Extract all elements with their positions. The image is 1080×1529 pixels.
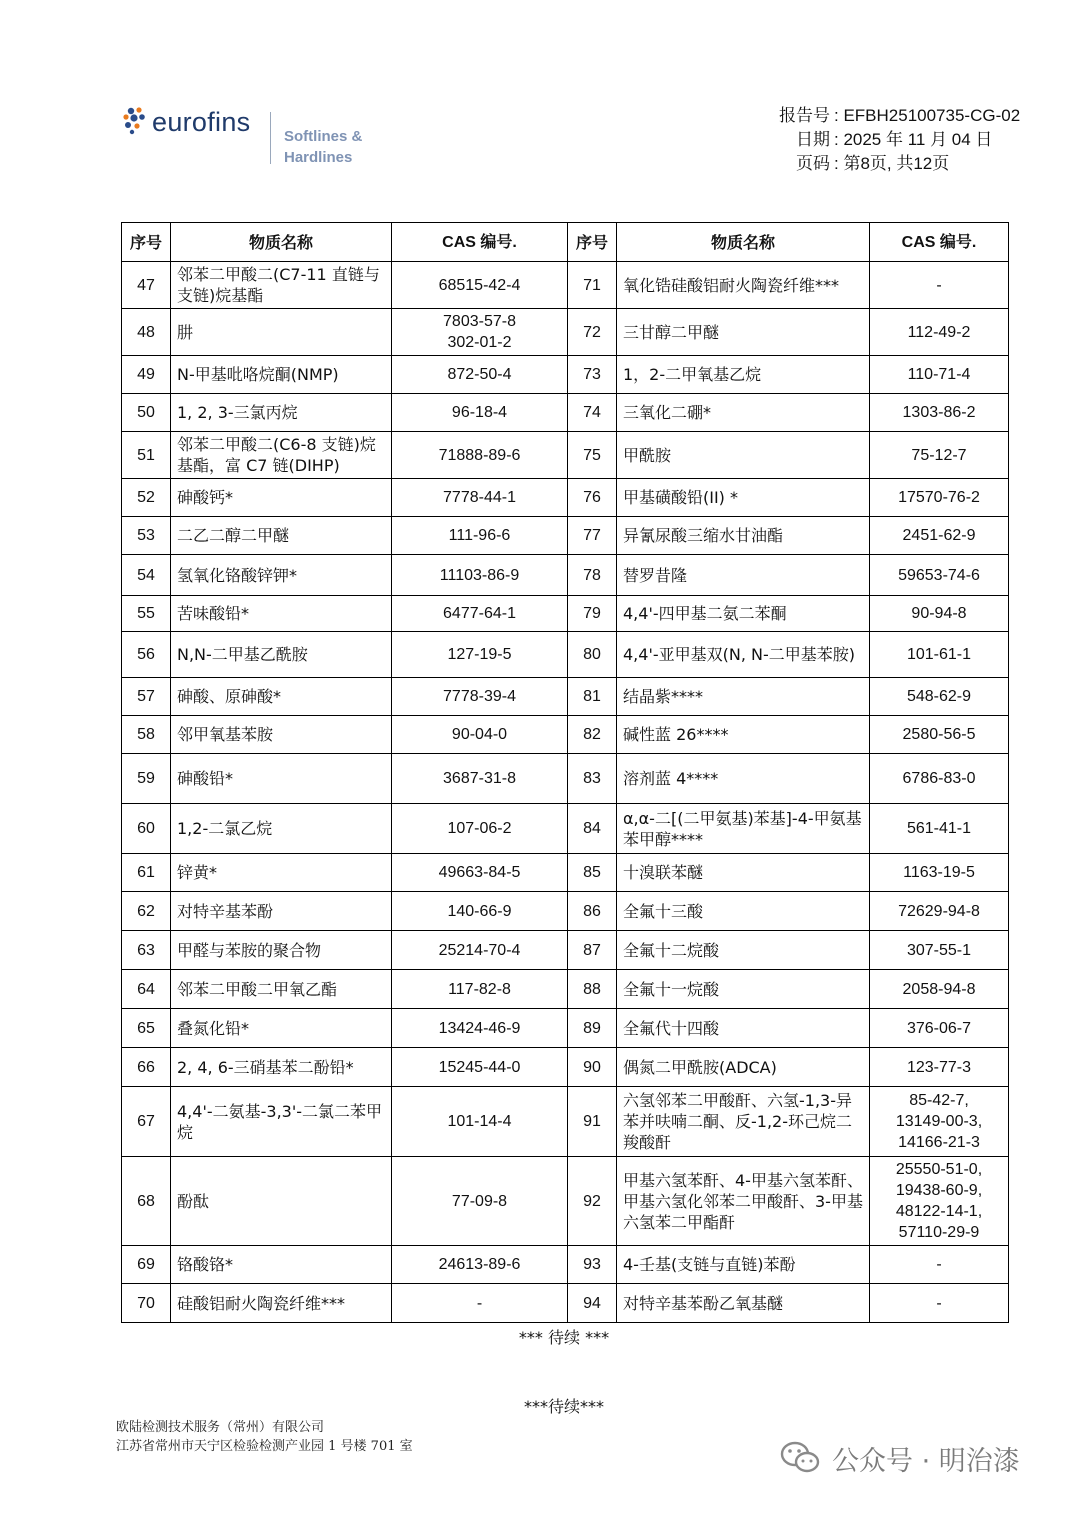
column-header-cas: CAS 编号. — [870, 223, 1009, 262]
substance-number: 53 — [122, 517, 171, 555]
substance-number: 76 — [568, 479, 617, 517]
cas-number: 101-14-4 — [392, 1087, 568, 1157]
cas-number: 123-77-3 — [870, 1048, 1009, 1087]
continued-note: *** 待续 *** — [518, 1328, 610, 1347]
cas-number: 71888-89-6 — [392, 432, 568, 479]
substance-name: N-甲基吡咯烷酮(NMP) — [171, 356, 392, 394]
substance-number: 83 — [568, 754, 617, 804]
cas-number: 77-09-8 — [392, 1157, 568, 1246]
report-date: : 2025 年 11 月 04 日 — [834, 130, 993, 149]
substance-name: 全氟十一烷酸 — [617, 970, 870, 1009]
substance-name: 邻苯二甲酸二甲氧乙酯 — [171, 970, 392, 1009]
substance-number: 66 — [122, 1048, 171, 1087]
substance-number: 78 — [568, 555, 617, 596]
table-row — [122, 1009, 1009, 1048]
cas-number: 17570-76-2 — [870, 479, 1009, 517]
cas-number: 872-50-4 — [392, 356, 568, 394]
logo-division: Softlines & Hardlines — [284, 128, 363, 166]
cas-number: 59653-74-6 — [870, 555, 1009, 596]
substance-number: 72 — [568, 309, 617, 356]
substance-number: 91 — [568, 1087, 617, 1157]
table-row — [122, 854, 1009, 892]
cas-number: 1163-19-5 — [870, 854, 1009, 892]
column-header-number: 序号 — [568, 223, 617, 262]
substance-number: 89 — [568, 1009, 617, 1048]
page-number-row — [756, 152, 1020, 176]
substance-name: 三甘醇二甲醚 — [617, 309, 870, 356]
meta-label: 页码 — [796, 154, 830, 174]
column-header-substance: 物质名称 — [617, 223, 870, 262]
substance-number: 47 — [122, 262, 171, 309]
cas-number: 11103-86-9 — [392, 555, 568, 596]
substance-number: 80 — [568, 632, 617, 678]
substance-name: 全氟十三酸 — [617, 892, 870, 931]
table-row — [122, 262, 1009, 309]
report-number: : EFBH25100735-CG-02 — [834, 106, 1021, 125]
table-row — [122, 754, 1009, 804]
cas-number: 1303-86-2 — [870, 394, 1009, 432]
cas-number: 7803-57-8 302-01-2 — [392, 309, 568, 356]
cas-number: 6786-83-0 — [870, 754, 1009, 804]
cas-number: 13424-46-9 — [392, 1009, 568, 1048]
meta-label: 报告号 — [779, 106, 830, 126]
substance-number: 56 — [122, 632, 171, 678]
substance-number: 69 — [122, 1246, 171, 1284]
substance-number: 49 — [122, 356, 171, 394]
substance-name: 二乙二醇二甲醚 — [171, 517, 392, 555]
wechat-watermark — [780, 1436, 1020, 1480]
substance-number: 62 — [122, 892, 171, 931]
substance-name: 邻苯二甲酸二(C7-11 直链与支链)烷基酯 — [171, 262, 392, 309]
cas-number: 96-18-4 — [392, 394, 568, 432]
substance-name: 全氟代十四酸 — [617, 1009, 870, 1048]
table-row — [122, 479, 1009, 517]
cas-number: 7778-44-1 — [392, 479, 568, 517]
substance-name: 1,2-二氯乙烷 — [171, 804, 392, 854]
table-body — [122, 262, 1009, 1323]
column-header-number: 序号 — [122, 223, 171, 262]
substance-name: 氧化锆硅酸铝耐火陶瓷纤维*** — [617, 262, 870, 309]
substance-number: 94 — [568, 1284, 617, 1323]
substance-name: 对特辛基苯酚 — [171, 892, 392, 931]
cas-number: - — [392, 1284, 568, 1323]
substance-name: 甲基六氢苯酐、4-甲基六氢苯酐、甲基六氢化邻苯二甲酸酐、3-甲基六氢苯二甲酯酐 — [617, 1157, 870, 1246]
substance-name: 2, 4, 6-三硝基苯二酚铅* — [171, 1048, 392, 1087]
cas-number: 110-71-4 — [870, 356, 1009, 394]
substance-name: 4,4'-二氨基-3,3'-二氯二苯甲烷 — [171, 1087, 392, 1157]
cas-number: 25550-51-0, 19438-60-9, 48122-14-1, 57110-29-9 — [870, 1157, 1009, 1246]
cas-number: 140-66-9 — [392, 892, 568, 931]
table-row — [122, 678, 1009, 716]
substance-name: 甲基磺酸铅(II) * — [617, 479, 870, 517]
table-row — [122, 1048, 1009, 1087]
substance-number: 77 — [568, 517, 617, 555]
cas-number: 25214-70-4 — [392, 931, 568, 970]
table-row — [122, 309, 1009, 356]
table-row — [122, 931, 1009, 970]
substance-name: 碱性蓝 26**** — [617, 716, 870, 754]
substance-number: 79 — [568, 596, 617, 632]
substance-name: 甲酰胺 — [617, 432, 870, 479]
substance-number: 71 — [568, 262, 617, 309]
substance-number: 64 — [122, 970, 171, 1009]
substance-name: 异氰尿酸三缩水甘油酯 — [617, 517, 870, 555]
table-header-row — [122, 223, 1009, 262]
substance-name: 苦味酸铅* — [171, 596, 392, 632]
table-row — [122, 432, 1009, 479]
cas-number: - — [870, 262, 1009, 309]
logo-wordmark: eurofins — [152, 107, 251, 137]
substance-number: 81 — [568, 678, 617, 716]
report-meta — [756, 104, 1020, 176]
cas-number: 7778-39-4 — [392, 678, 568, 716]
substance-name: 替罗昔隆 — [617, 555, 870, 596]
substance-number: 57 — [122, 678, 171, 716]
substance-table — [121, 222, 1009, 1323]
substance-name: 邻甲氧基苯胺 — [171, 716, 392, 754]
cas-number: 548-62-9 — [870, 678, 1009, 716]
substance-name: 结晶紫**** — [617, 678, 870, 716]
substance-number: 73 — [568, 356, 617, 394]
cas-number: 2451-62-9 — [870, 517, 1009, 555]
cas-number: - — [870, 1246, 1009, 1284]
cas-number: 2580-56-5 — [870, 716, 1009, 754]
cas-number: 15245-44-0 — [392, 1048, 568, 1087]
table-row — [122, 1246, 1009, 1284]
cas-number: - — [870, 1284, 1009, 1323]
page-number: : 第8页, 共12页 — [834, 154, 950, 173]
substance-name: 对特辛基苯酚乙氧基醚 — [617, 1284, 870, 1323]
substance-number: 61 — [122, 854, 171, 892]
table-row — [122, 555, 1009, 596]
substance-name: N,N-二甲基乙酰胺 — [171, 632, 392, 678]
logo-divider — [270, 112, 271, 164]
substance-number: 52 — [122, 479, 171, 517]
substance-name: 六氢邻苯二甲酸酐、六氢-1,3-异苯并呋喃二酮、反-1,2-环己烷二羧酸酐 — [617, 1087, 870, 1157]
substance-number: 65 — [122, 1009, 171, 1048]
substance-number: 55 — [122, 596, 171, 632]
table-row — [122, 892, 1009, 931]
substance-name: 甲醛与苯胺的聚合物 — [171, 931, 392, 970]
substance-number: 67 — [122, 1087, 171, 1157]
substance-name: 4-壬基(支链与直链)苯酚 — [617, 1246, 870, 1284]
table-row — [122, 517, 1009, 555]
substance-number: 63 — [122, 931, 171, 970]
cas-number: 307-55-1 — [870, 931, 1009, 970]
table-row — [122, 356, 1009, 394]
eurofins-dots-icon — [120, 104, 152, 136]
substance-number: 90 — [568, 1048, 617, 1087]
cas-number: 49663-84-5 — [392, 854, 568, 892]
meta-label: 日期 — [796, 130, 830, 150]
substance-number: 86 — [568, 892, 617, 931]
substance-name: 砷酸铅* — [171, 754, 392, 804]
substance-name: 4,4'-四甲基二氨二苯酮 — [617, 596, 870, 632]
substance-number: 93 — [568, 1246, 617, 1284]
substance-name: 叠氮化铅* — [171, 1009, 392, 1048]
table-row — [122, 1087, 1009, 1157]
substance-number: 68 — [122, 1157, 171, 1246]
substance-name: 氢氧化铬酸锌钾* — [171, 555, 392, 596]
substance-name: 铬酸铬* — [171, 1246, 392, 1284]
substance-name: 4,4'-亚甲基双(N, N-二甲基苯胺) — [617, 632, 870, 678]
substance-name: 肼 — [171, 309, 392, 356]
company-address: 江苏省常州市天宁区检验检测产业园 1 号楼 701 室 — [116, 1439, 413, 1454]
substance-number: 88 — [568, 970, 617, 1009]
cas-number: 111-96-6 — [392, 517, 568, 555]
column-header-cas: CAS 编号. — [392, 223, 568, 262]
table-row — [122, 632, 1009, 678]
report-number-row — [756, 104, 1020, 128]
substance-number: 85 — [568, 854, 617, 892]
substance-number: 51 — [122, 432, 171, 479]
cas-number: 90-04-0 — [392, 716, 568, 754]
substance-number: 59 — [122, 754, 171, 804]
company-name: 欧陆检测技术服务（常州）有限公司 — [116, 1420, 325, 1435]
table-row — [122, 596, 1009, 632]
eurofins-logo — [120, 104, 380, 174]
substance-name: 邻苯二甲酸二(C6-8 支链)烷基酯，富 C7 链(DIHP) — [171, 432, 392, 479]
substance-number: 75 — [568, 432, 617, 479]
substance-number: 70 — [122, 1284, 171, 1323]
table-row — [122, 716, 1009, 754]
cas-number: 561-41-1 — [870, 804, 1009, 854]
substance-number: 87 — [568, 931, 617, 970]
cas-number: 127-19-5 — [392, 632, 568, 678]
table-row — [122, 1157, 1009, 1246]
substance-name: 砷酸、原砷酸* — [171, 678, 392, 716]
cas-number: 3687-31-8 — [392, 754, 568, 804]
column-header-substance: 物质名称 — [171, 223, 392, 262]
substance-name: 1，2-二甲氧基乙烷 — [617, 356, 870, 394]
continued-note-bottom: ***待续*** — [523, 1397, 604, 1416]
cas-number: 90-94-8 — [870, 596, 1009, 632]
substance-name: α,α-二[(二甲氨基)苯基]-4-甲氨基苯甲醇**** — [617, 804, 870, 854]
substance-number: 82 — [568, 716, 617, 754]
table-row — [122, 1284, 1009, 1323]
footer-address — [116, 1418, 413, 1456]
substance-name: 锌黄* — [171, 854, 392, 892]
table-row — [122, 804, 1009, 854]
substance-name: 偶氮二甲酰胺(ADCA) — [617, 1048, 870, 1087]
substance-number: 50 — [122, 394, 171, 432]
cas-number: 376-06-7 — [870, 1009, 1009, 1048]
cas-number: 85-42-7, 13149-00-3, 14166-21-3 — [870, 1087, 1009, 1157]
wechat-icon — [780, 1440, 820, 1476]
cas-number: 75-12-7 — [870, 432, 1009, 479]
cas-number: 24613-89-6 — [392, 1246, 568, 1284]
substance-number: 48 — [122, 309, 171, 356]
substance-number: 54 — [122, 555, 171, 596]
substance-name: 三氧化二硼* — [617, 394, 870, 432]
cas-number: 112-49-2 — [870, 309, 1009, 356]
cas-number: 72629-94-8 — [870, 892, 1009, 931]
substance-number: 60 — [122, 804, 171, 854]
cas-number: 117-82-8 — [392, 970, 568, 1009]
cas-number: 6477-64-1 — [392, 596, 568, 632]
substance-number: 74 — [568, 394, 617, 432]
substance-name: 溶剂蓝 4**** — [617, 754, 870, 804]
wechat-account-name: 公众号 · 明治漆 — [832, 1445, 1020, 1477]
substance-name: 硅酸铝耐火陶瓷纤维*** — [171, 1284, 392, 1323]
report-date-row — [756, 128, 1020, 152]
substance-number: 92 — [568, 1157, 617, 1246]
table-row — [122, 970, 1009, 1009]
substance-name: 1, 2, 3-三氯丙烷 — [171, 394, 392, 432]
cas-number: 107-06-2 — [392, 804, 568, 854]
cas-number: 101-61-1 — [870, 632, 1009, 678]
substance-number: 58 — [122, 716, 171, 754]
substance-name: 十溴联苯醚 — [617, 854, 870, 892]
table-row — [122, 394, 1009, 432]
cas-number: 68515-42-4 — [392, 262, 568, 309]
substance-name: 砷酸钙* — [171, 479, 392, 517]
substance-name: 全氟十二烷酸 — [617, 931, 870, 970]
substance-name: 酚酞 — [171, 1157, 392, 1246]
cas-number: 2058-94-8 — [870, 970, 1009, 1009]
substance-number: 84 — [568, 804, 617, 854]
